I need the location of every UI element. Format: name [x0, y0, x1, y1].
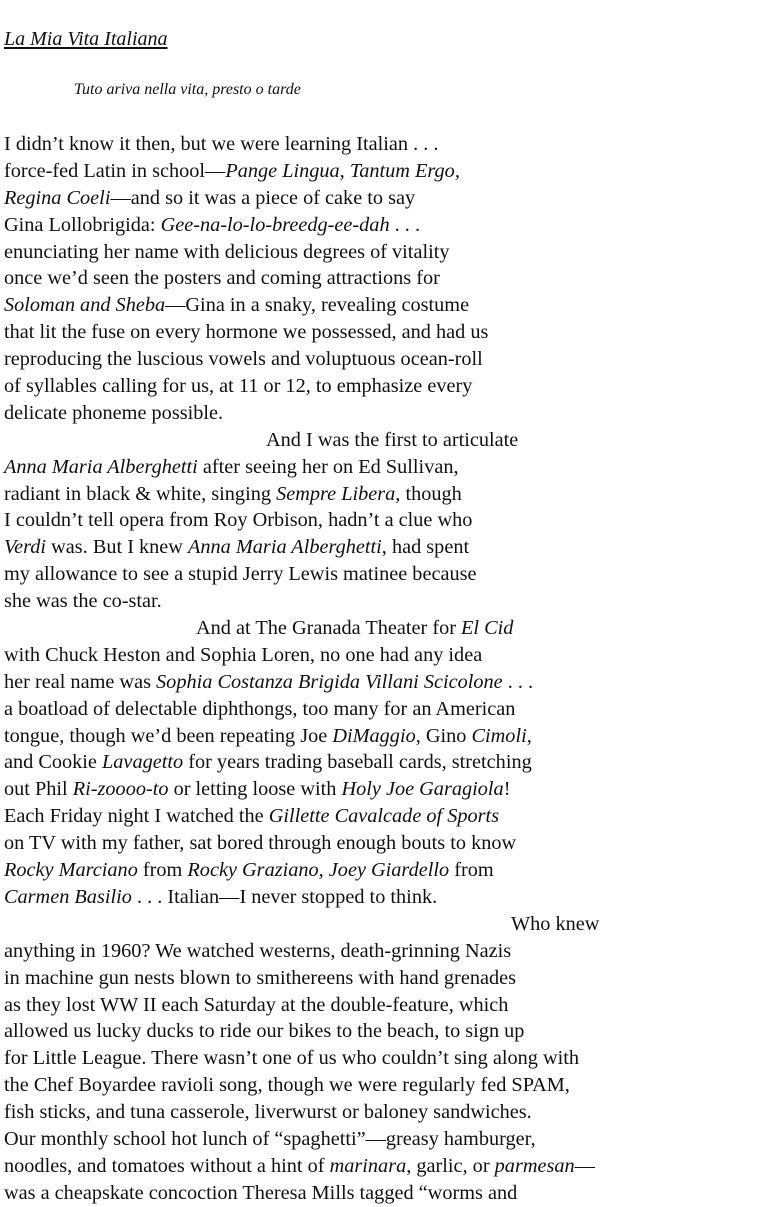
- italic-text: marinara: [329, 1154, 407, 1177]
- poem-line: [4, 1018, 599, 1045]
- line-text: with Chuck Heston and Sophia Loren, no one had any idea: [4, 643, 483, 666]
- line-text: her real name was: [4, 670, 157, 693]
- line-text: !: [503, 778, 511, 801]
- line-text: force-fed Latin in school—: [4, 159, 226, 182]
- poem-line: [4, 1153, 599, 1180]
- poem-line: [4, 373, 599, 400]
- epigraph: Tuto ariva nella vita, presto o tarde: [74, 81, 301, 98]
- poem-line: [4, 239, 599, 266]
- line-text: , though: [395, 482, 462, 505]
- poem-line: [4, 884, 599, 911]
- line-text: , Gino: [415, 724, 472, 747]
- poem-line: [4, 1099, 599, 1126]
- italic-text: Gee-na-lo-lo-breedg-ee-dah: [160, 213, 390, 236]
- line-text: Who knew: [511, 912, 600, 935]
- italic-text: DiMaggio: [332, 724, 416, 747]
- italic-text: Rocky Marciano: [4, 859, 138, 882]
- poem-line: [4, 319, 599, 346]
- poem-line: [4, 965, 599, 992]
- italic-text: El Cid: [461, 617, 514, 640]
- line-text: out Phil: [4, 778, 73, 801]
- line-text: allowed us lucky ducks to ride our bikes to the beach, to sign up: [4, 1020, 525, 1043]
- line-text: was. But I knew: [46, 536, 189, 559]
- poem-line: [4, 588, 599, 615]
- poem-line: [4, 723, 599, 750]
- line-text: , had spent: [381, 536, 470, 559]
- italic-text: parmesan: [494, 1154, 575, 1177]
- line-text: radiant in black & white, singing: [4, 482, 277, 505]
- poem-line: [4, 669, 599, 696]
- italic-text: Joey Giardello: [328, 859, 450, 882]
- line-text: for Little League. There wasn’t one of us who couldn’t sing along with: [4, 1047, 580, 1070]
- italic-text: Gillette Cavalcade of Sports: [268, 805, 500, 828]
- poem-line: [4, 507, 599, 534]
- italic-text: Cimoli: [471, 724, 527, 747]
- italic-text: Rocky Graziano: [187, 859, 319, 882]
- poem-title: La Mia Vita Italiana: [4, 28, 168, 50]
- italic-text: Anna Maria Alberghetti: [4, 455, 198, 478]
- poem-line: [4, 1180, 599, 1207]
- italic-text: Holy Joe Garagiola: [341, 778, 504, 801]
- italic-text: Lavagetto: [102, 751, 184, 774]
- line-text: reproducing the luscious vowels and voluptuous ocean-roll: [4, 348, 483, 371]
- poem-line: [4, 265, 599, 292]
- line-text: a boatload of delectable diphthongs, too many for an American: [4, 697, 516, 720]
- line-text: —: [574, 1154, 595, 1177]
- line-text: was a cheapskate concoction Theresa Mills tagged “worms and: [4, 1181, 518, 1204]
- poem-line: [4, 857, 599, 884]
- line-text: of syllables calling for us, at 11 or 12, to emphasize every: [4, 375, 473, 398]
- line-text: And at The Granada Theater for: [196, 617, 462, 640]
- line-text: anything in 1960? We watched westerns, death-grinning Nazis: [4, 939, 512, 962]
- line-text: , garlic, or: [406, 1154, 495, 1177]
- line-text: . . .: [502, 670, 534, 693]
- line-text: from: [449, 859, 494, 882]
- line-text: And I was the first to articulate: [266, 428, 519, 451]
- line-text: I didn’t know it then, but we were learning Italian . . .: [4, 133, 439, 155]
- line-text: delicate phoneme possible.: [4, 401, 224, 424]
- poem-line: [4, 185, 599, 212]
- line-text: —and so it was a piece of cake to say: [110, 186, 416, 209]
- poem-line: [4, 911, 599, 938]
- poem-line: [4, 454, 599, 481]
- poem-line: [4, 615, 599, 642]
- line-text: ,: [318, 859, 329, 882]
- line-text: once we’d seen the posters and coming attractions for: [4, 267, 440, 290]
- line-text: Our monthly school hot lunch of “spaghetti”—greasy hamburger,: [4, 1127, 536, 1150]
- line-text: as they lost WW II each Saturday at the double-feature, which: [4, 993, 509, 1016]
- italic-text: Anna Maria Alberghetti: [188, 536, 382, 559]
- poem-line: [4, 749, 599, 776]
- line-text: for years trading baseball cards, stretching: [183, 751, 532, 774]
- poem-line: [4, 1072, 599, 1099]
- line-text: in machine gun nests blown to smithereens with hand grenades: [4, 966, 516, 989]
- line-text: Each Friday night I watched the: [4, 805, 269, 828]
- line-text: Gina Lollobrigida:: [4, 213, 161, 236]
- line-text: and Cookie: [4, 751, 103, 774]
- poem-line: [4, 561, 599, 588]
- poem-line: [4, 346, 599, 373]
- line-text: she was the co-star.: [4, 590, 162, 613]
- poem-line: [4, 992, 599, 1019]
- italic-text: Verdi: [4, 536, 47, 559]
- line-text: after seeing her on Ed Sullivan,: [197, 455, 459, 478]
- line-text: noodles, and tomatoes without a hint of: [4, 1154, 330, 1177]
- line-text: I couldn’t tell opera from Roy Orbison, hadn’t a clue who: [4, 509, 473, 532]
- line-text: that lit the fuse on every hormone we possessed, and had us: [4, 321, 489, 344]
- italic-text: Soloman and Sheba: [4, 294, 166, 317]
- poem-line: [4, 776, 599, 803]
- italic-text: Sempre Libera: [276, 482, 396, 505]
- line-text: —Gina in a snaky, revealing costume: [165, 294, 470, 317]
- poem-line: [4, 131, 599, 158]
- poem-line: [4, 803, 599, 830]
- line-text: ,: [526, 724, 532, 747]
- poem-line: [4, 400, 599, 427]
- italic-text: Carmen Basilio: [4, 885, 132, 908]
- poem-line: [4, 481, 599, 508]
- line-text: . . .: [389, 213, 421, 236]
- line-text: tongue, though we’d been repeating Joe: [4, 724, 333, 747]
- italic-text: Ri-zoooo-to: [72, 778, 169, 801]
- poem-line: [4, 830, 599, 857]
- line-text: the Chef Boyardee ravioli song, though we were regularly fed SPAM,: [4, 1074, 570, 1097]
- line-text: or letting loose with: [168, 778, 342, 801]
- poem-line: [4, 1045, 599, 1072]
- line-text: . . . Italian—I never stopped to think.: [131, 885, 438, 908]
- poem-line: [4, 534, 599, 561]
- poem-line: [4, 938, 599, 965]
- italic-text: Sophia Costanza Brigida Villani Scicolone: [156, 670, 503, 693]
- line-text: enunciating her name with delicious degrees of vitality: [4, 240, 450, 263]
- poem-line: [4, 427, 599, 454]
- line-text: fish sticks, and tuna casserole, liverwurst or baloney sandwiches.: [4, 1101, 532, 1124]
- line-text: on TV with my father, sat bored through enough bouts to know: [4, 832, 517, 855]
- poem-line: [4, 1126, 599, 1153]
- line-text: my allowance to see a stupid Jerry Lewis matinee because: [4, 563, 477, 586]
- poem-line: [4, 642, 599, 669]
- poem-line: [4, 696, 599, 723]
- line-text: from: [137, 859, 188, 882]
- poem-line: [4, 292, 599, 319]
- poem-body: [4, 131, 599, 1207]
- italic-text: Regina Coeli: [4, 186, 111, 209]
- italic-text: Pange Lingua, Tantum Ergo,: [225, 159, 460, 182]
- poem-line: [4, 212, 599, 239]
- poem-line: [4, 158, 599, 185]
